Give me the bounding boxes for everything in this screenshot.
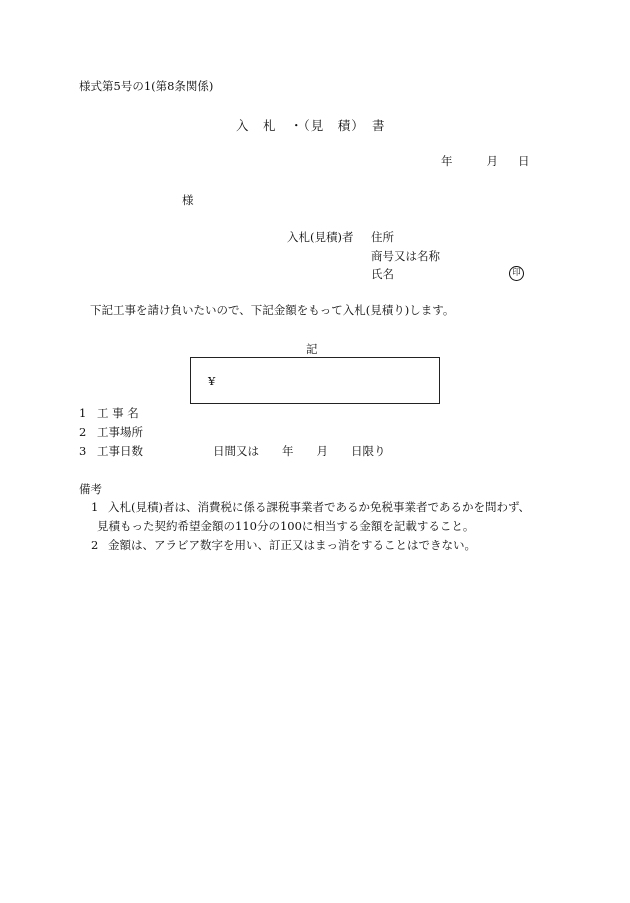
- note-2: [91, 540, 476, 552]
- date-line: [441, 156, 530, 168]
- note-text: 金額は、アラビア数字を用い、訂正又はまっ消をすることはできない。: [108, 538, 476, 552]
- address-label: 住所: [371, 230, 394, 244]
- bidder-fields: [371, 232, 440, 288]
- seal-icon: 印: [509, 266, 524, 281]
- person-name-label: 氏名: [371, 267, 394, 281]
- date-year-label: 年: [441, 154, 453, 168]
- item-label: 工 事 名: [97, 406, 139, 420]
- note-number: 1: [91, 500, 99, 514]
- note-text: 入札(見積)者は、消費税に係る課税事業者であるか免税事業者であるかを問わず、: [108, 500, 531, 514]
- ki-heading: 記: [306, 342, 318, 356]
- bidder-label: 入札(見積)者: [287, 230, 354, 244]
- item-number: 2: [79, 425, 87, 439]
- form-number: 様式第5号の1(第8条関係): [79, 79, 214, 93]
- addressee-suffix: 様: [182, 193, 194, 207]
- date-day-label: 日: [518, 154, 530, 168]
- item-label: 工事場所: [97, 425, 143, 439]
- note-number: 2: [91, 538, 99, 552]
- item-number: 1: [79, 406, 87, 420]
- item-number: 3: [79, 444, 87, 458]
- document-title: 入 札 ・（見 積） 書: [236, 118, 386, 133]
- date-month-label: 月: [486, 154, 498, 168]
- yen-sign: ¥: [208, 374, 216, 388]
- statement-text: 下記工事を請け負いたいので、下記金額をもって入札(見積り)します。: [90, 303, 455, 317]
- items-list: [79, 406, 386, 465]
- company-name-label: 商号又は名称: [371, 248, 440, 263]
- item-label: 工事日数: [97, 444, 143, 458]
- note-1-continuation: 見積もった契約希望金額の110分の100に相当する金額を記載すること。: [97, 519, 475, 533]
- amount-box: [190, 357, 440, 404]
- list-item: [79, 444, 386, 465]
- notes-heading: 備考: [79, 482, 102, 496]
- construction-days-detail: 日間又は 年 月 日限り: [213, 444, 386, 458]
- note-1: [91, 502, 530, 514]
